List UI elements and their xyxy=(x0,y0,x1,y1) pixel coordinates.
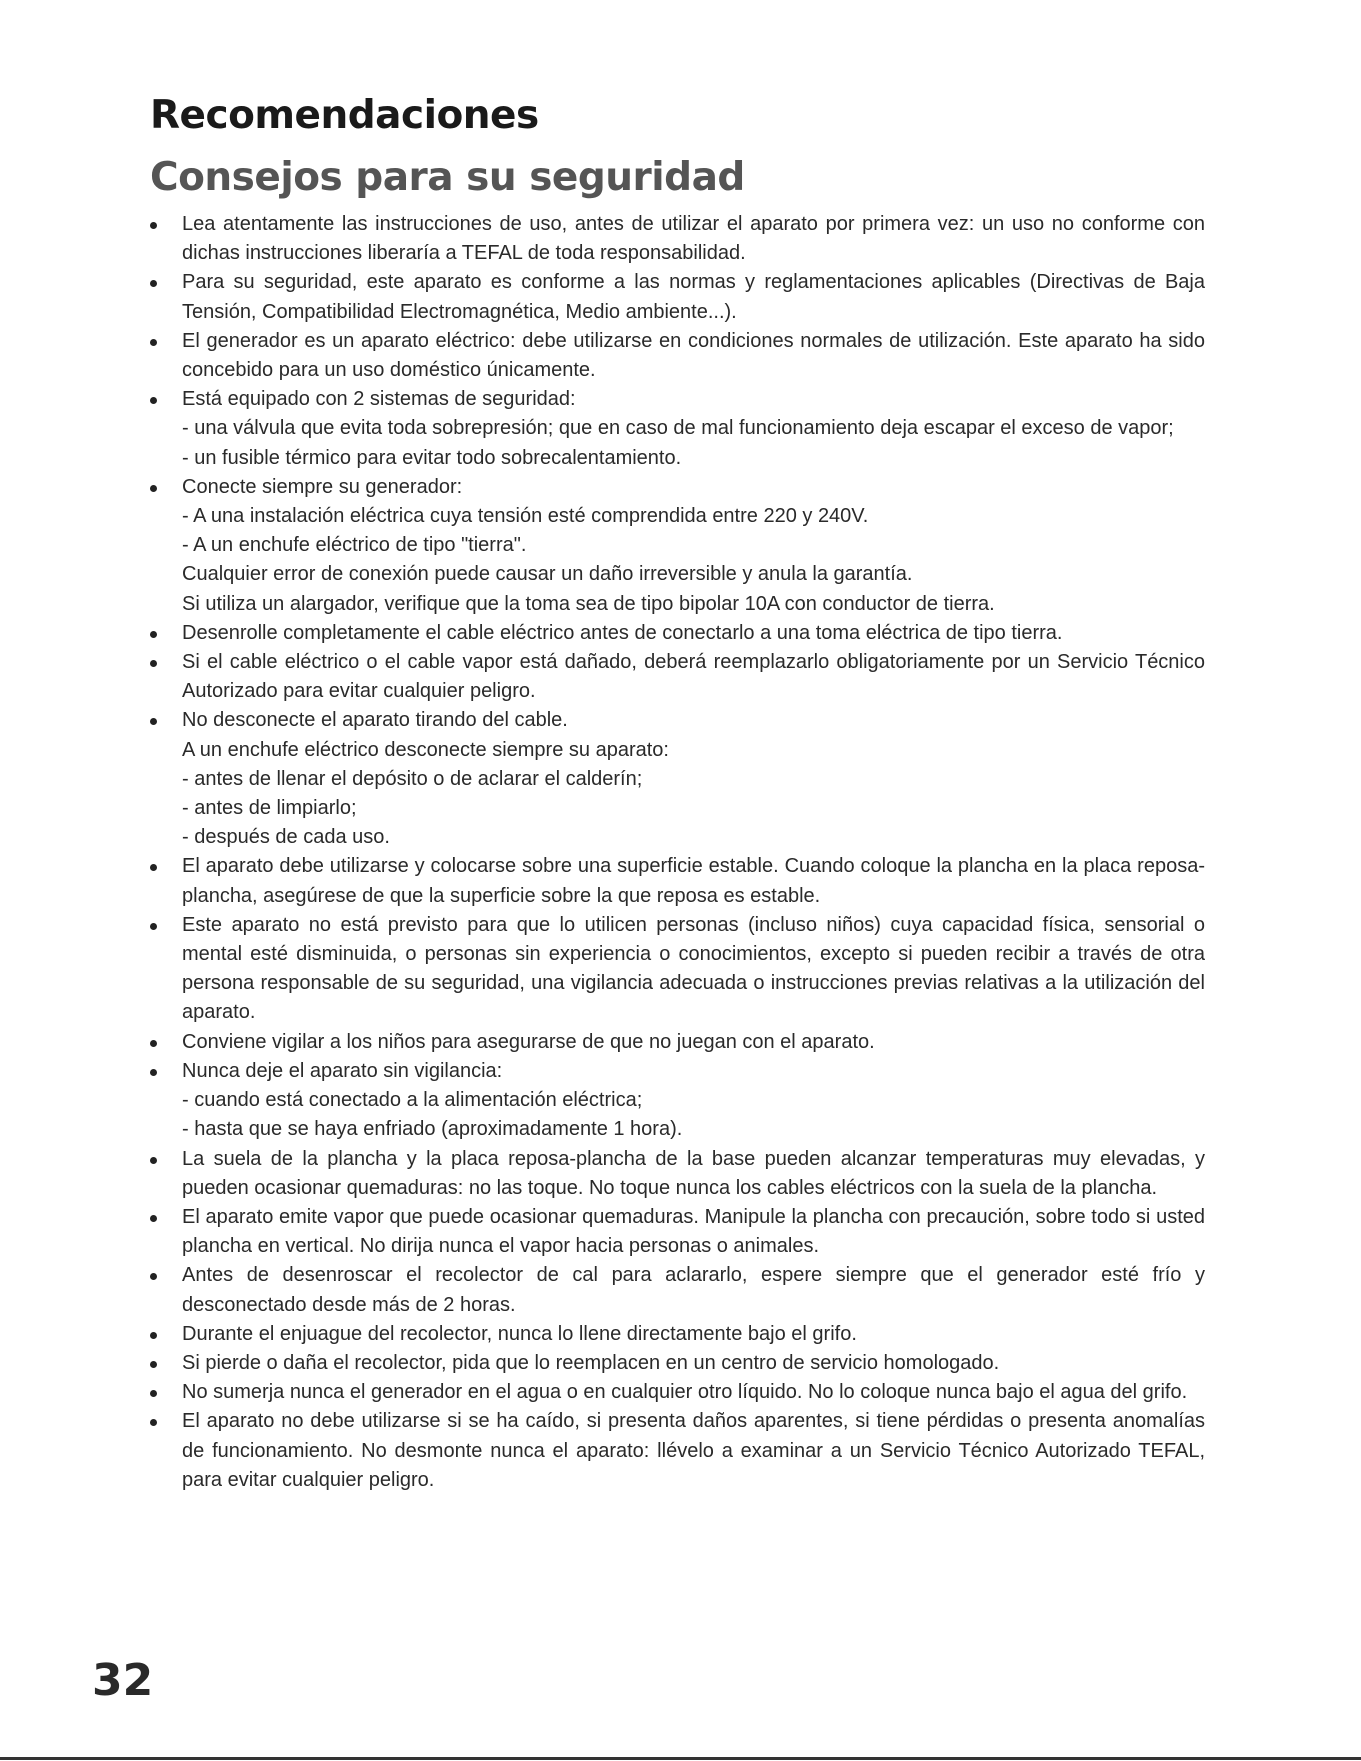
list-item-text: Desenrolle completamente el cable eléctrico antes de conectarlo a una toma eléctrica de tipo tierra. xyxy=(182,621,1063,644)
bullet-icon xyxy=(150,1157,157,1164)
bullet-icon xyxy=(150,1361,157,1368)
list-item-text: Este aparato no está previsto para que lo utilicen personas (incluso niños) cuya capacidad física, sensorial o mental esté disminuida, o personas sin experiencia o conocimientos, excepto si pueden recibir a través de otra persona responsable de su seguridad, una vigilancia adecuada o instrucciones previas relativas a la utilización del aparato. xyxy=(182,913,1205,1024)
bullet-icon xyxy=(150,1273,157,1280)
list-item-text: Nunca deje el aparato sin vigilancia: xyxy=(182,1059,503,1082)
list-item-subline: Si utiliza un alargador, verifique que la toma sea de tipo bipolar 10A con conductor de tierra. xyxy=(182,592,995,615)
list-item-text: Si el cable eléctrico o el cable vapor está dañado, deberá reemplazarlo obligatoriamente por un Servicio Técnico Autorizado para evitar cualquier peligro. xyxy=(182,651,1205,703)
list-item xyxy=(150,473,1205,619)
bullet-icon xyxy=(150,1040,157,1047)
bullet-icon xyxy=(150,339,157,346)
page-title: Recomendaciones xyxy=(150,93,539,138)
list-item xyxy=(150,210,1205,268)
list-item-subline: - antes de limpiarlo; xyxy=(182,797,357,820)
bullet-icon xyxy=(150,1419,157,1426)
list-item xyxy=(150,327,1205,385)
bullet-icon xyxy=(150,1215,157,1222)
list-item xyxy=(150,706,1205,852)
list-item-text: El aparato emite vapor que puede ocasionar quemaduras. Manipule la plancha con precaución, sobre todo si usted plancha en vertical. No dirija nunca el vapor hacia personas o animales. xyxy=(182,1205,1205,1258)
list-item-subline: - hasta que se haya enfriado (aproximadamente 1 hora). xyxy=(182,1118,683,1141)
list-item-subline: - una válvula que evita toda sobrepresión; que en caso de mal funcionamiento deja escapar el exceso de vapor; xyxy=(182,417,1174,440)
list-item xyxy=(150,1407,1205,1495)
list-item-text: Si pierde o daña el recolector, pida que lo reemplacen en un centro de servicio homologado. xyxy=(182,1351,1000,1374)
list-item-subline: - antes de llenar el depósito o de aclarar el calderín; xyxy=(182,767,643,790)
list-item xyxy=(150,1261,1205,1319)
list-item xyxy=(150,1057,1205,1145)
list-item-text: Durante el enjuague del recolector, nunca lo llene directamente bajo el grifo. xyxy=(182,1322,857,1345)
list-item-text: Antes de desenroscar el recolector de cal para aclararlo, espere siempre que el generador esté frío y desconectado desde más de 2 horas. xyxy=(182,1264,1205,1316)
list-item xyxy=(150,648,1205,706)
bullet-icon xyxy=(150,1332,157,1339)
bullet-icon xyxy=(150,280,157,287)
bullet-icon xyxy=(150,631,157,638)
list-item-text: Está equipado con 2 sistemas de seguridad: xyxy=(182,388,576,411)
safety-list xyxy=(150,210,1205,1495)
list-item xyxy=(150,911,1205,1028)
list-item-subline: - A una instalación eléctrica cuya tensión esté comprendida entre 220 y 240V. xyxy=(182,505,869,528)
list-item-subline: A un enchufe eléctrico desconecte siempre su aparato: xyxy=(182,738,669,761)
list-item-text: Lea atentamente las instrucciones de uso, antes de utilizar el aparato por primera vez: un uso no conforme con dichas instrucciones liberaría a TEFAL de toda responsabilidad. xyxy=(182,213,1205,265)
list-item-subline: - un fusible térmico para evitar todo sobrecalentamiento. xyxy=(182,446,682,469)
bullet-icon xyxy=(150,864,157,871)
list-item xyxy=(150,1203,1205,1261)
list-item xyxy=(150,1145,1205,1203)
list-item-text: El aparato debe utilizarse y colocarse sobre una superficie estable. Cuando coloque la plancha en la placa reposa-plancha, asegúrese de que la superficie sobre la que reposa es estable. xyxy=(182,855,1205,907)
list-item xyxy=(150,619,1205,648)
list-item xyxy=(150,1349,1205,1378)
bullet-icon xyxy=(150,1390,157,1397)
list-item-subline: - cuando está conectado a la alimentación eléctrica; xyxy=(182,1089,643,1112)
list-item-text: Conecte siempre su generador: xyxy=(182,475,463,498)
section-subtitle: Consejos para su seguridad xyxy=(150,155,745,200)
bullet-icon xyxy=(150,1069,157,1076)
bullet-icon xyxy=(150,397,157,404)
list-item xyxy=(150,852,1205,910)
list-item-text: El generador es un aparato eléctrico: debe utilizarse en condiciones normales de utilización. Este aparato ha sido concebido para un uso doméstico únicamente. xyxy=(182,329,1205,382)
bullet-icon xyxy=(150,923,157,930)
list-item-text: La suela de la plancha y la placa reposa-plancha de la base pueden alcanzar temperaturas muy elevadas, y pueden ocasionar quemaduras: no las toque. No toque nunca los cables eléctricos con la suela de la plancha. xyxy=(182,1147,1205,1199)
page-content xyxy=(150,90,1205,1495)
list-item-text: No sumerja nunca el generador en el agua o en cualquier otro líquido. No lo coloque nunca bajo el agua del grifo. xyxy=(182,1381,1188,1404)
list-item-subline: - A un enchufe eléctrico de tipo "tierra". xyxy=(182,534,527,557)
list-item-text: Conviene vigilar a los niños para asegurarse de que no juegan con el aparato. xyxy=(182,1030,875,1053)
bullet-icon xyxy=(150,485,157,492)
list-item xyxy=(150,268,1205,326)
list-item xyxy=(150,1378,1205,1407)
bullet-icon xyxy=(150,660,157,667)
list-item xyxy=(150,385,1205,473)
list-item-subline: - después de cada uso. xyxy=(182,826,390,849)
bullet-icon xyxy=(150,718,157,725)
page-number: 32 xyxy=(92,1655,154,1706)
list-item-text: No desconecte el aparato tirando del cable. xyxy=(182,709,568,732)
bullet-icon xyxy=(150,222,157,229)
list-item-text: El aparato no debe utilizarse si se ha caído, si presenta daños aparentes, si tiene pérdidas o presenta anomalías de funcionamiento. No desmonte nunca el aparato: llévelo a examinar a un Servicio Técnico Autorizado TEFAL, para evitar cualquier peligro. xyxy=(182,1410,1205,1491)
list-item-text: Para su seguridad, este aparato es conforme a las normas y reglamentaciones aplicables (Directivas de Baja Tensión, Compatibilidad Electromagnética, Medio ambiente...). xyxy=(182,271,1205,323)
list-item xyxy=(150,1028,1205,1057)
bottom-rule xyxy=(0,1757,1361,1760)
list-item xyxy=(150,1320,1205,1349)
list-item-subline: Cualquier error de conexión puede causar un daño irreversible y anula la garantía. xyxy=(182,563,913,586)
